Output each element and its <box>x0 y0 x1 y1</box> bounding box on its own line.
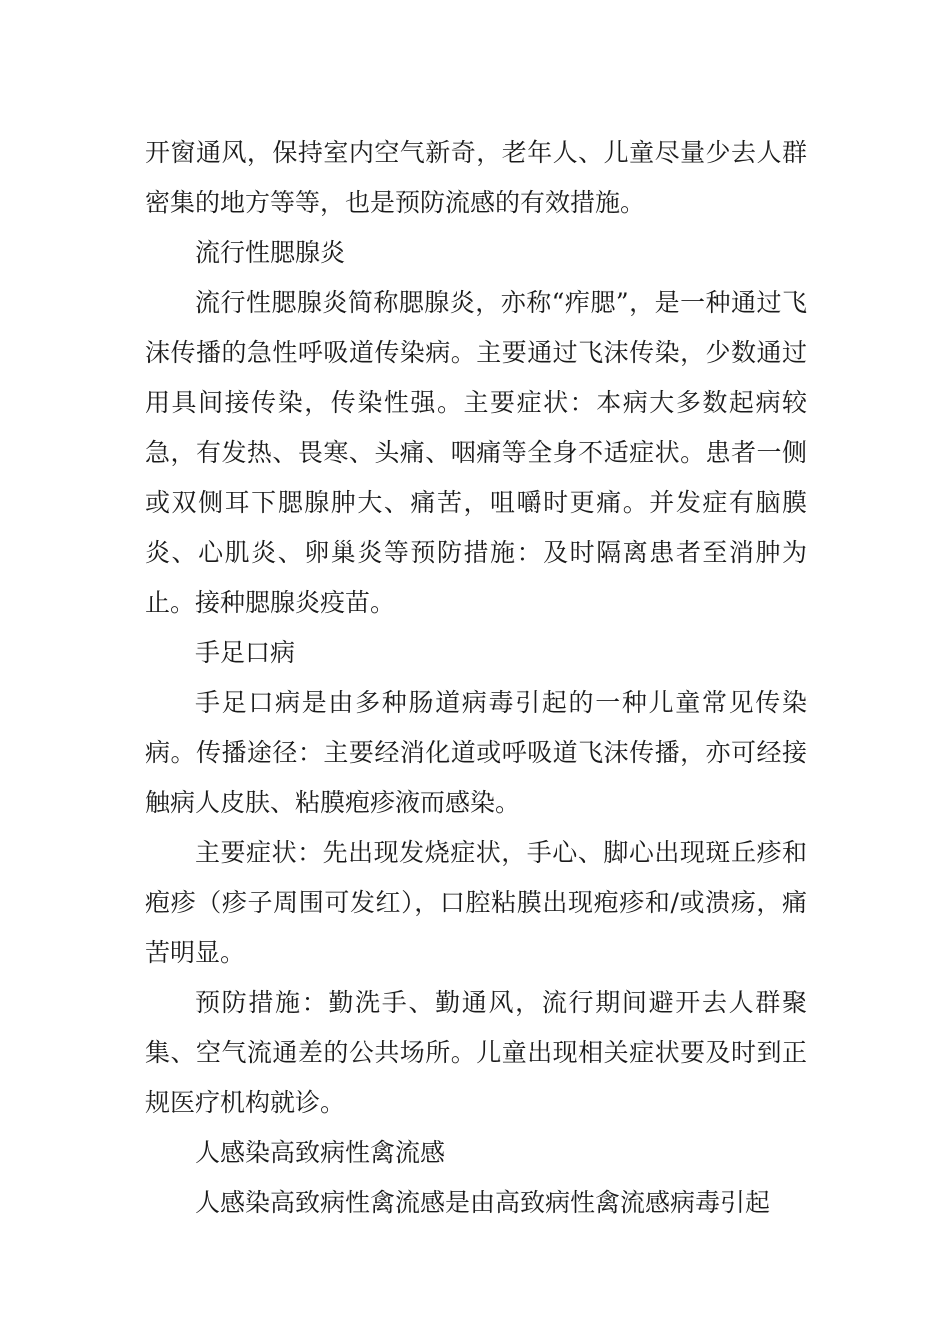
section-heading-mumps: 流行性腮腺炎 <box>195 238 346 267</box>
paragraph-continuation: 开窗通风，保持室内空气新奇，老年人、儿童尽量少去人群密集的地方等等，也是预防流感的有效措施。 <box>145 138 807 217</box>
paragraph-hfmd-prevention: 预防措施：勤洗手、勤通风，流行期间避开去人群聚集、空气流通差的公共场所。儿童出现相关症状要及时到正规医疗机构就诊。 <box>145 988 807 1117</box>
section-heading-hand-foot-mouth: 手足口病 <box>195 638 296 667</box>
paragraph-avian-flu: 人感染高致病性禽流感是由高致病性禽流感病毒引起 <box>195 1188 771 1217</box>
document-body <box>145 128 807 1228</box>
section-heading-avian-flu: 人感染高致病性禽流感 <box>195 1138 446 1167</box>
paragraph-mumps: 流行性腮腺炎简称腮腺炎，亦称“痄腮”，是一种通过飞沫传播的急性呼吸道传染病。主要通过飞沫传染，少数通过用具间接传染，传染性强。主要症状：本病大多数起病较急，有发热、畏寒、头痛、咽痛等全身不适症状。患者一侧或双侧耳下腮腺肿大、痛苦，咀嚼时更痛。并发症有脑膜炎、心肌炎、卵巢炎等预防措施：及时隔离患者至消肿为止。接种腮腺炎疫苗。 <box>145 288 807 617</box>
paragraph-hfmd-symptoms: 主要症状：先出现发烧症状，手心、脚心出现斑丘疹和疱疹（疹子周围可发红），口腔粘膜出现疱疹和/或溃疡，痛苦明显。 <box>145 838 807 967</box>
paragraph-hfmd-intro: 手足口病是由多种肠道病毒引起的一种儿童常见传染病。传播途径：主要经消化道或呼吸道飞沫传播，亦可经接触病人皮肤、粘膜疱疹液而感染。 <box>145 688 807 817</box>
